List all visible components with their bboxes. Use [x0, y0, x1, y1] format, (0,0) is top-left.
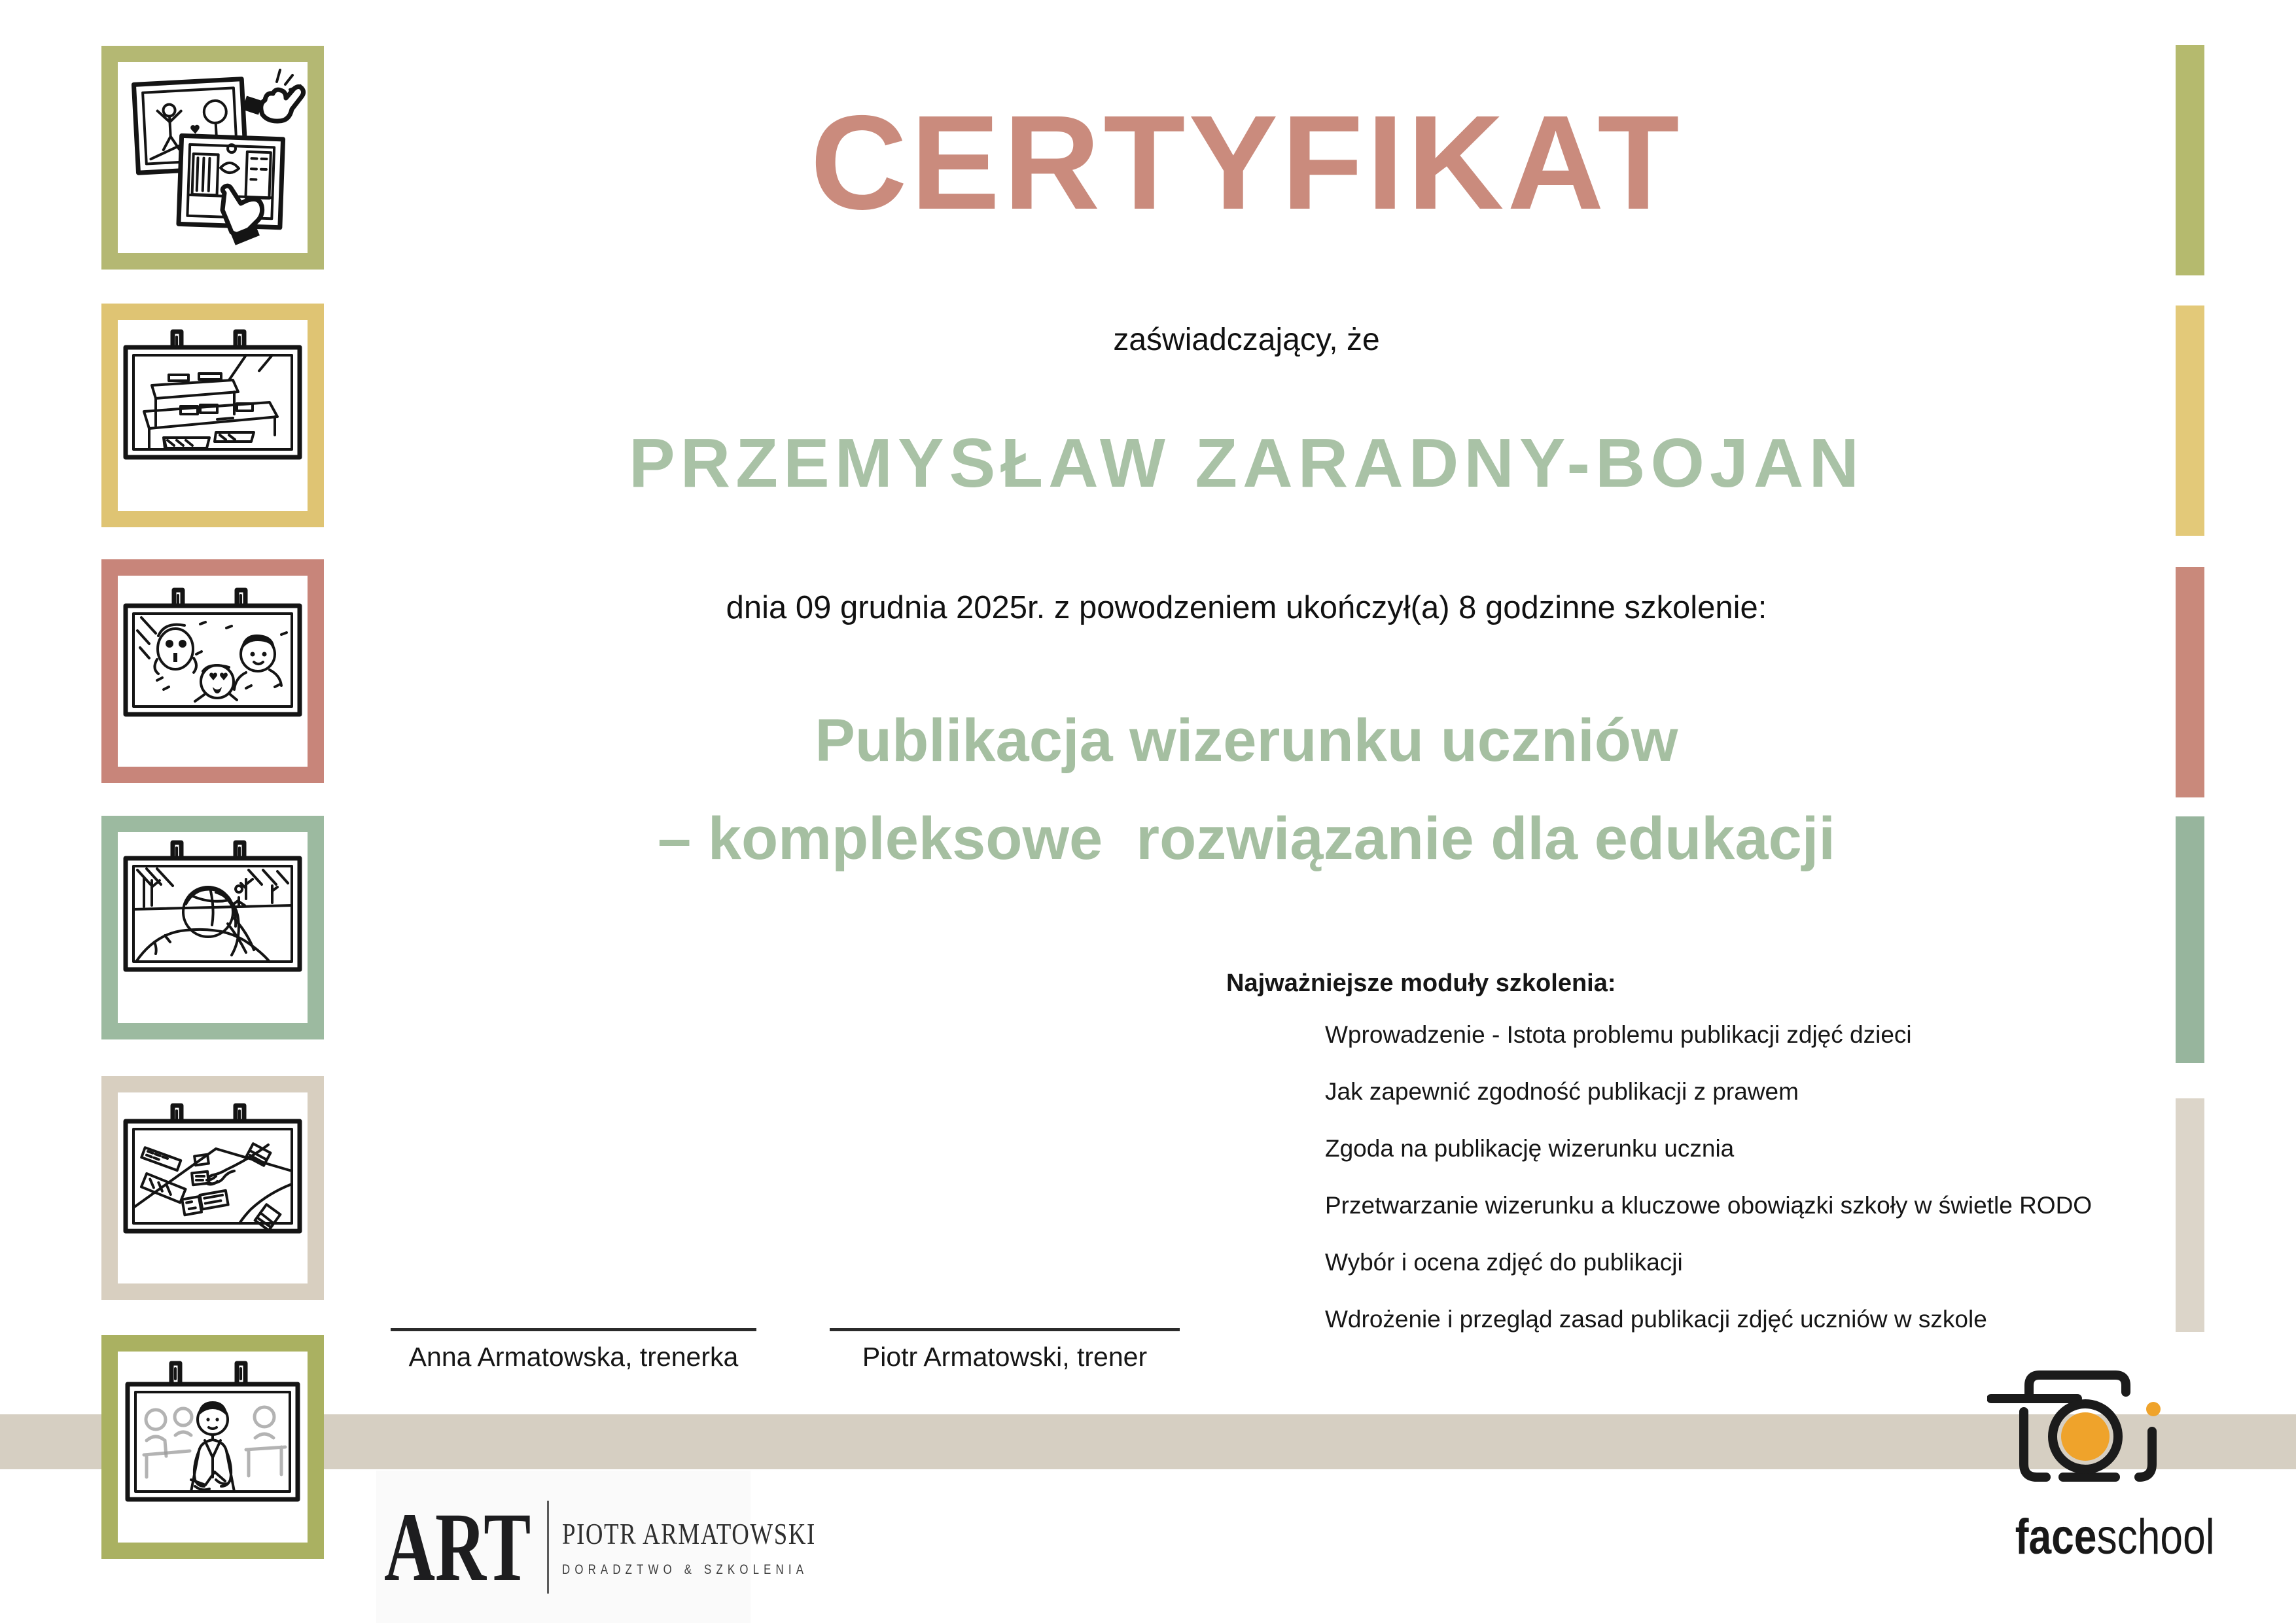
photo-area — [118, 576, 308, 767]
module-item: Wdrożenie i przegląd zasad publikacji zdjęć uczniów w szkole — [1325, 1306, 1987, 1333]
decor-bar-beige — [2176, 1098, 2204, 1332]
certificate-title: CERTYFIKAT — [810, 88, 1683, 237]
signature-block-piotr — [830, 1328, 1180, 1372]
accent-dot — [2146, 1402, 2161, 1416]
course-title-line1: Publikacja wizerunku uczniów — [815, 707, 1678, 774]
girl-ponytail-park-illustration — [118, 832, 308, 1023]
hands-table-game-illustration — [118, 1092, 308, 1283]
frame-girl-ponytail-park — [101, 816, 324, 1039]
photo-area — [118, 62, 308, 253]
children-faces-illustration — [118, 576, 308, 767]
decor-bar-sage — [2176, 816, 2204, 1063]
photo-area — [118, 1352, 308, 1543]
art-logo-divider — [547, 1501, 549, 1594]
module-item: Wprowadzenie - Istota problemu publikacji zdjęć dzieci — [1325, 1021, 1912, 1048]
faceschool-word-regular: school — [2096, 1509, 2215, 1565]
decor-bar-salmon — [2176, 567, 2204, 797]
recipient-name: PRZEMYSŁAW ZARADNY-BOJAN — [628, 425, 1865, 502]
module-item: Przetwarzanie wizerunku a kluczowe obowiązki szkoły w świetle RODO — [1325, 1192, 2093, 1219]
photos-thumbs-up-illustration — [118, 62, 308, 253]
frame-classroom-desks — [101, 304, 324, 527]
decor-horizontal-band — [0, 1414, 2296, 1469]
module-item: Zgoda na publikację wizerunku ucznia — [1325, 1135, 1735, 1162]
completion-statement: dnia 09 grudnia 2025r. z powodzeniem ukończył(a) 8 godzinne szkolenie: — [726, 590, 1767, 625]
certificate-subtitle: zaświadczający, że — [1113, 323, 1380, 357]
decor-bar-yellow — [2176, 305, 2204, 536]
signature-label: Anna Armatowska, trenerka — [408, 1342, 739, 1372]
course-title-line2: – kompleksowe rozwiązanie dla edukacji — [658, 805, 1835, 872]
classroom-desks-illustration — [118, 320, 308, 511]
photo-area — [118, 1092, 308, 1283]
frame-teacher-classroom — [101, 1335, 324, 1559]
teacher-classroom-illustration — [118, 1352, 308, 1543]
photo-area — [118, 320, 308, 511]
faceschool-wordmark — [2015, 1509, 2215, 1565]
signature-block-anna — [391, 1328, 756, 1372]
photo-area — [118, 832, 308, 1023]
art-logo — [376, 1471, 817, 1623]
module-item: Wybór i ocena zdjęć do publikacji — [1325, 1249, 1683, 1276]
modules-list — [1325, 1022, 2092, 1364]
faceschool-word-bold: face — [2015, 1509, 2097, 1565]
lens-fill — [2061, 1412, 2110, 1461]
thumbs-up-icon — [242, 70, 303, 121]
frame-children-faces — [101, 559, 324, 783]
faceschool-camera-icon — [1987, 1369, 2185, 1502]
signature-label: Piotr Armatowski, trener — [862, 1342, 1148, 1372]
art-monogram: ART — [384, 1492, 531, 1601]
decor-bar-olive — [2176, 45, 2204, 275]
modules-heading: Najważniejsze moduły szkolenia: — [1226, 969, 1616, 997]
frame-photos-thumbs-up — [101, 46, 324, 270]
art-logo-name: PIOTR ARMATOWSKI — [562, 1516, 817, 1550]
module-item: Jak zapewnić zgodność publikacji z prawem — [1325, 1078, 1799, 1105]
frame-hands-table-game — [101, 1076, 324, 1300]
art-logo-tagline: DORADZTWO & SZKOLENIA — [562, 1562, 809, 1577]
certificate-body — [262, 0, 2231, 1623]
